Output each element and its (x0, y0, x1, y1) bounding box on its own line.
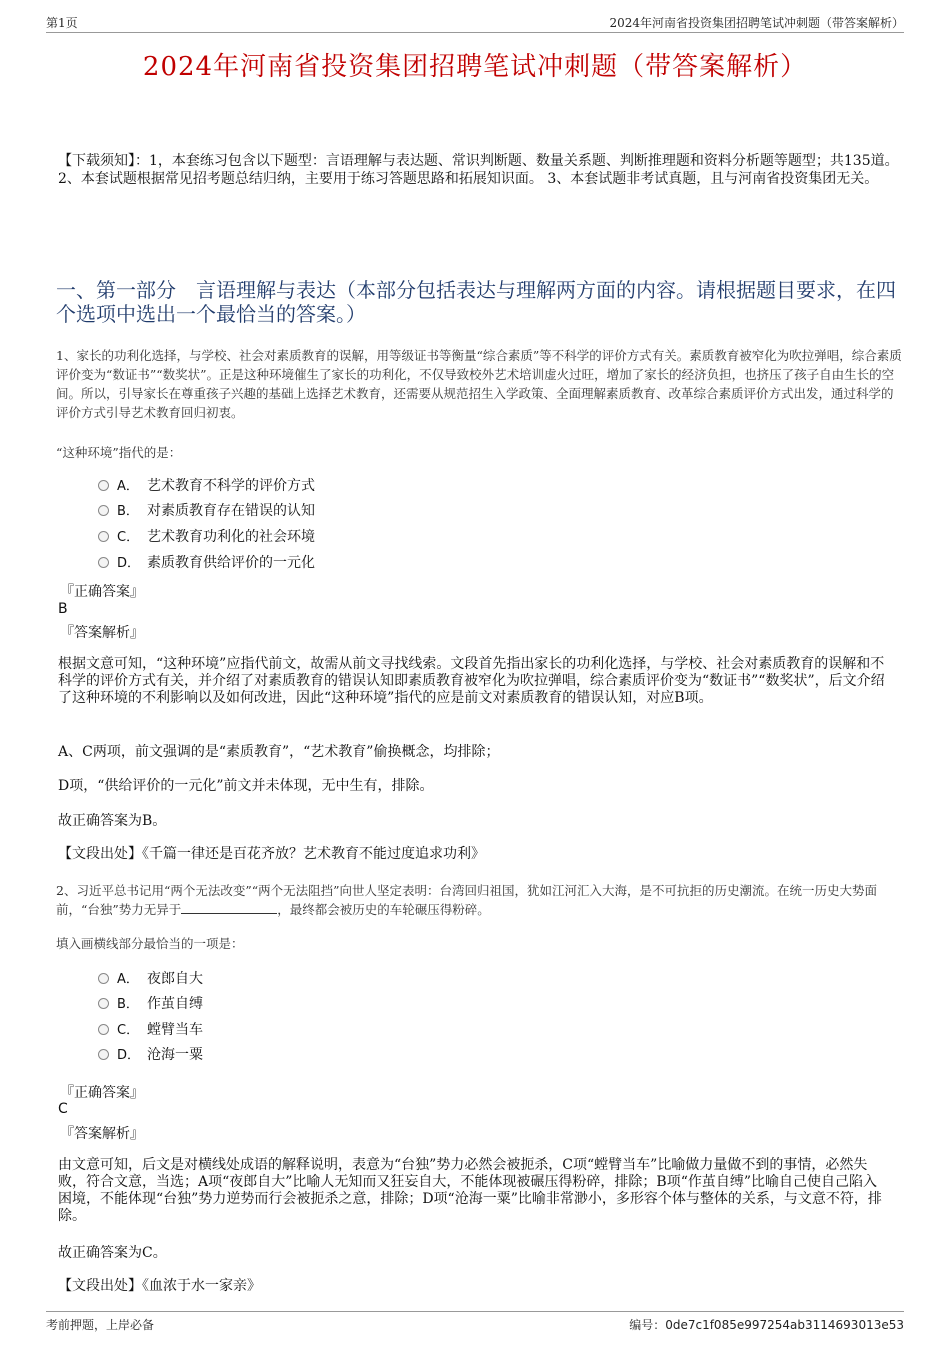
question-1-stem: 1、家长的功利化选择，与学校、社会对素质教育的误解，用等级证书等衡量“综合素质”等不科学的评价方式有关。素质教育被窄化为吹拉弹唱，综合素质评价变为“数证书”“数奖状”。正是这种环境催生了家长的功利化，不仅导致校外艺术培训虚火过旺，增加了家长的经济负担，也挤压了孩子自由生长的空间。所以，引导家长在尊重孩子兴趣的基础上选择艺术教育，还需要从规范招生入学政策、全面理解素质教育、改革综合素质评价方式出发，通过科学的评价方式引导艺术教育回归初衷。 (56, 348, 902, 420)
option-text: 沧海一粟 (147, 1047, 203, 1063)
question-2-stem (56, 881, 902, 919)
document-code-label: 编号： (629, 1318, 666, 1332)
radio-button-icon[interactable] (98, 998, 109, 1009)
question-1-analysis-paragraph: D项，“供给评价的一元化”前文并未体现，无中生有，排除。 (58, 778, 434, 794)
question-2-option-b[interactable] (98, 994, 203, 1014)
question-1-analysis-paragraph: 根据文意可知，“这种环境”应指代前文，故需从前文寻找线索。文段首先指出家长的功利化选择，与学校、社会对素质教育的误解和不科学的评价方式有关，并介绍了对素质教育的错误认知即素质教育被窄化为吹拉弹唱，综合素质评价变为“数证书”“数奖状”，后文介绍了这种环境的不利影响以及如何改进，因此“这种环境”指代的应是前文对素质教育的错误认知，对应B项。 (58, 656, 885, 706)
question-2-analysis-paragraph: 由文意可知，后文是对横线处成语的解释说明，表意为“台独”势力必然会被扼杀，C项“螳臂当车”比喻做力量做不到的事情，必然失败，符合文意，当选；A项“夜郎自大”比喻人无知而又狂妄自大，不能体现被碾压得粉碎，排除；B项“作茧自缚”比喻自己使自己陷入困境，不能体现“台独”势力逆势而行会被扼杀之意，排除；D项“沧海一粟”比喻非常渺小，多形容个体与整体的关系，与文意不符，排除。 (58, 1157, 882, 1224)
option-letter: A． (117, 972, 139, 987)
radio-button-icon[interactable] (98, 505, 109, 516)
document-code (629, 1316, 904, 1333)
question-2-option-a[interactable] (98, 969, 203, 989)
question-1-conclusion: 故正确答案为B。 (58, 813, 167, 829)
option-text: 艺术教育功利化的社会环境 (147, 529, 315, 545)
question-2-conclusion: 故正确答案为C。 (58, 1245, 167, 1261)
page-footer (46, 1311, 904, 1334)
option-text: 夜郎自大 (147, 971, 203, 987)
option-letter: D． (117, 556, 141, 571)
question-1-prompt: “这种环境”指代的是： (56, 445, 182, 460)
option-text: 螳臂当车 (147, 1022, 203, 1038)
page-header (46, 12, 904, 33)
question-2-source: 【文段出处】《血浓于水一家亲》 (58, 1278, 261, 1294)
header-title: 2024年河南省投资集团招聘笔试冲刺题（带答案解析） (609, 16, 904, 30)
option-letter: D． (117, 1048, 141, 1063)
option-text: 素质教育供给评价的一元化 (147, 555, 315, 571)
question-2-prompt: 填入画横线部分最恰当的一项是： (56, 936, 244, 951)
radio-button-icon[interactable] (98, 480, 109, 491)
option-text: 对素质教育存在错误的认知 (147, 503, 315, 519)
question-2-stem-text: 2、习近平总书记用“两个无法改变”“两个无法阻挡”向世人坚定表明：台湾回归祖国，犹如江河汇入大海，是不可抗拒的历史潮流。在统一历史大势面前，“台独”势力无异于 (56, 883, 878, 917)
option-letter: C． (117, 530, 140, 545)
question-1-option-d[interactable] (98, 553, 315, 573)
question-2-option-d[interactable] (98, 1045, 203, 1065)
question-2-analysis-label: 『答案解析』 (60, 1126, 144, 1142)
question-1-analysis-label: 『答案解析』 (60, 625, 144, 641)
radio-button-icon[interactable] (98, 557, 109, 568)
question-1-option-a[interactable] (98, 476, 315, 496)
question-1-answer-label: 『正确答案』 (60, 584, 144, 600)
page-number: 第1页 (46, 16, 78, 30)
option-letter: A． (117, 479, 139, 494)
fill-in-blank (181, 901, 277, 914)
question-2-answer-label: 『正确答案』 (60, 1085, 144, 1101)
footer-slogan: 考前押题，上岸必备 (46, 1318, 155, 1332)
option-letter: B． (117, 504, 139, 519)
option-letter: B． (117, 997, 139, 1012)
question-1-option-c[interactable] (98, 527, 315, 547)
option-text: 艺术教育不科学的评价方式 (147, 478, 315, 494)
download-notice: 【下载须知】：1，本套练习包含以下题型：言语理解与表达题、常识判断题、数量关系题、判断推理题和资料分析题等题型；共135道。 2、本套试题根据常见招考题总结归纳，主要用于练习答题思路和拓展知识面。 3、本套试题非考试真题，且与河南省投资集团无关。 (58, 153, 899, 187)
option-letter: C． (117, 1023, 140, 1038)
question-1-analysis-paragraph: A、C两项，前文强调的是“素质教育”，“艺术教育”偷换概念，均排除； (58, 744, 500, 760)
question-2-stem-text: ，最终都会被历史的车轮碾压得粉碎。 (277, 902, 490, 917)
document-code-value: 0de7c1f085e997254ab3114693013e53 (665, 1318, 904, 1332)
radio-button-icon[interactable] (98, 531, 109, 542)
option-text: 作茧自缚 (147, 996, 203, 1012)
section-heading: 一、第一部分 言语理解与表达（本部分包括表达与理解两方面的内容。请根据题目要求，在四个选项中选出一个最恰当的答案。） (56, 278, 896, 326)
question-1-option-b[interactable] (98, 501, 315, 521)
document-title: 2024年河南省投资集团招聘笔试冲刺题（带答案解析） (142, 52, 808, 82)
radio-button-icon[interactable] (98, 1024, 109, 1035)
radio-button-icon[interactable] (98, 1049, 109, 1060)
question-1-answer: B (58, 601, 68, 617)
question-2-option-c[interactable] (98, 1020, 203, 1040)
question-1-source: 【文段出处】《千篇一律还是百花齐放？艺术教育不能过度追求功利》 (58, 846, 485, 862)
question-2-answer: C (58, 1101, 68, 1117)
radio-button-icon[interactable] (98, 973, 109, 984)
